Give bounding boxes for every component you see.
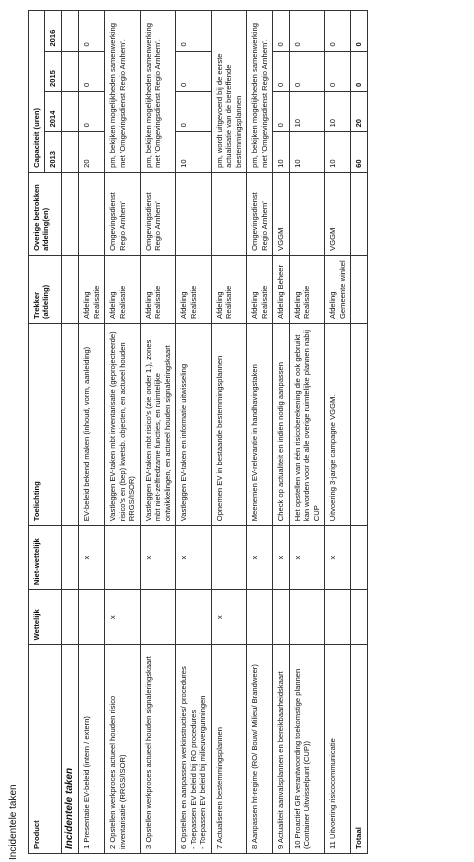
table-row bbox=[247, 11, 273, 854]
capacity-note: pm, wordt uitgevoerd bij de eerste actualisatie van de betreffende bestemmingsplannen bbox=[211, 11, 246, 173]
header-niet-wettelijk: Niet-wettelijk bbox=[29, 526, 62, 590]
table-row bbox=[289, 11, 324, 854]
capacity-y2016: 0 bbox=[79, 11, 105, 52]
wettelijk-mark bbox=[79, 590, 105, 645]
niet-wettelijk-mark: x bbox=[325, 526, 351, 590]
overige-cell: Omgevingsdienst Regio Arnhem' bbox=[140, 172, 175, 255]
trekker-cell: Afdeling Realisatie bbox=[79, 255, 105, 323]
wettelijk-mark bbox=[247, 590, 273, 645]
wettelijk-mark bbox=[325, 590, 351, 645]
table-row bbox=[79, 11, 105, 854]
wettelijk-mark bbox=[140, 590, 175, 645]
table-row bbox=[105, 11, 140, 854]
overige-cell: Omgevingsdienst Regio Arnhem' bbox=[105, 172, 140, 255]
wettelijk-mark bbox=[273, 590, 289, 645]
trekker-cell: Afdeling Beheer bbox=[273, 255, 289, 323]
capacity-y2016: 0 bbox=[325, 11, 351, 52]
total-y2014: 20 bbox=[351, 91, 367, 131]
trekker-cell: Afdeling Realisatie bbox=[289, 255, 324, 323]
total-y2016: 0 bbox=[351, 11, 367, 52]
capacity-y2013: 10 bbox=[273, 132, 289, 172]
capacity-y2014: 0 bbox=[79, 91, 105, 131]
product-cell: 1 Presentatie EV-beleid (intern / extern) bbox=[79, 645, 105, 854]
header-row bbox=[29, 11, 45, 854]
product-cell: 6 Opstellen en aanpassen werkinstructies/ procedures - Toepassen EV beleid bij RO procedures - Toepassen EV beleid bij milieuvergunningen bbox=[176, 645, 211, 854]
header-product: Product bbox=[29, 645, 62, 854]
tasks-table bbox=[28, 10, 368, 854]
total-y2015: 0 bbox=[351, 51, 367, 91]
capacity-y2015: 0 bbox=[176, 51, 211, 91]
niet-wettelijk-mark: x bbox=[247, 526, 273, 590]
niet-wettelijk-mark: x bbox=[176, 526, 211, 590]
capacity-y2015: 0 bbox=[273, 51, 289, 91]
total-y2013: 60 bbox=[351, 132, 367, 172]
capacity-y2016: 0 bbox=[273, 11, 289, 52]
table-row bbox=[211, 11, 246, 854]
header-capaciteit: Capaciteit (uren) bbox=[29, 11, 45, 173]
capacity-y2013: 10 bbox=[289, 132, 324, 172]
total-empty-cell bbox=[351, 526, 367, 590]
wettelijk-mark: x bbox=[105, 590, 140, 645]
product-cell: 11 Uitvoering risicocommunicatie bbox=[325, 645, 351, 854]
header-year-2014: 2014 bbox=[45, 91, 61, 131]
toelichting-cell: Check op actualiteit en indien nodig aanpassen bbox=[273, 323, 289, 525]
capacity-y2015: 0 bbox=[79, 51, 105, 91]
capacity-note: pm, bekijken mogelijkheden samenwerking met 'Omgevingsdienst Regio Arnhem'. bbox=[105, 11, 140, 173]
capacity-y2013: 20 bbox=[79, 132, 105, 172]
capacity-note: pm, bekijken mogelijkheden samenwerking met 'Omgevingsdienst Regio Arnhem'. bbox=[140, 11, 175, 173]
toelichting-cell: Meenemen EV-relevantie in handhavingstaken bbox=[247, 323, 273, 525]
niet-wettelijk-mark bbox=[105, 526, 140, 590]
overige-cell: VGGM bbox=[273, 172, 289, 255]
niet-wettelijk-mark: x bbox=[140, 526, 175, 590]
total-empty-cell bbox=[351, 172, 367, 255]
total-empty-cell bbox=[351, 255, 367, 323]
table-row bbox=[140, 11, 175, 854]
section-label: Incidentele taken bbox=[61, 645, 79, 854]
total-label: Totaal bbox=[351, 645, 367, 854]
toelichting-cell: Het opstellen van één risicoberekening die ook gebruikt kan worden voor de alle overige ruimtelijke plannen nabij CUP bbox=[289, 323, 324, 525]
capacity-y2014: 10 bbox=[325, 91, 351, 131]
product-cell: 9 Actualiteit aanvalsplannen en bereikbaarheidskaart bbox=[273, 645, 289, 854]
niet-wettelijk-mark: x bbox=[79, 526, 105, 590]
toelichting-cell: Opnemen EV in bestaande bestemmingsplannen bbox=[211, 323, 246, 525]
header-wettelijk: Wettelijk bbox=[29, 590, 62, 645]
toelichting-cell: Vastleggen EV-taken en informatie uitwisseling bbox=[176, 323, 211, 525]
capacity-y2013: 10 bbox=[176, 132, 211, 172]
wettelijk-mark bbox=[289, 590, 324, 645]
product-cell: 2 Opstellen werkproces actueel houden risico inventarisatie (RRGS/ISOR) bbox=[105, 645, 140, 854]
capacity-y2015: 0 bbox=[289, 51, 324, 91]
header-overige: Overige betrokken afdeling(en) bbox=[29, 172, 62, 255]
total-empty-cell bbox=[351, 323, 367, 525]
capacity-y2013: 10 bbox=[325, 132, 351, 172]
toelichting-cell: Vastleggen EV-taken mbt risico's (zie onder 1.), zones mbt niet-zelfredzame functies, en ruimtelijke ontwikkelingen, en actueel houden signaleringskaart bbox=[140, 323, 175, 525]
table-row bbox=[325, 11, 351, 854]
niet-wettelijk-mark: x bbox=[273, 526, 289, 590]
header-trekker: Trekker (afdeling) bbox=[29, 255, 62, 323]
capacity-y2014: 0 bbox=[176, 91, 211, 131]
overige-cell: VGGM bbox=[325, 172, 351, 255]
trekker-cell: Afdeling Realisatie bbox=[247, 255, 273, 323]
header-year-2015: 2015 bbox=[45, 51, 61, 91]
header-toelichting: Toelichting bbox=[29, 323, 62, 525]
toelichting-cell: EV-beleid bekend maken (inhoud, vorm, aanleiding) bbox=[79, 323, 105, 525]
toelichting-cell: Uitvoering 3-jarige campagne VGGM. bbox=[325, 323, 351, 525]
product-cell: 7 Actualiseren bestemmingsplannen bbox=[211, 645, 246, 854]
niet-wettelijk-mark bbox=[211, 526, 246, 590]
trekker-cell: Afdeling Realisatie bbox=[140, 255, 175, 323]
total-empty-cell bbox=[351, 590, 367, 645]
section-row bbox=[61, 11, 79, 854]
document-title: Incidentele taken bbox=[8, 784, 19, 860]
capacity-y2016: 0 bbox=[289, 11, 324, 52]
toelichting-cell: Vastleggen EV-taken mbt inventarisatie (geprojecteerde) risico's en (bep) kwetsb. objecten, en actueel houden RRGS/ISOR) bbox=[105, 323, 140, 525]
capacity-y2015: 0 bbox=[325, 51, 351, 91]
trekker-cell: Afdeling Realisatie bbox=[176, 255, 211, 323]
header-year-2016: 2016 bbox=[45, 11, 61, 52]
overige-cell: Omgevingsdienst Regio Arnhem' bbox=[247, 172, 273, 255]
niet-wettelijk-mark: x bbox=[289, 526, 324, 590]
wettelijk-mark bbox=[176, 590, 211, 645]
total-row bbox=[351, 11, 367, 854]
product-cell: 10 Proactief GR verantwoording toekomstige plannen (Container Uitwisselpunt (CUP)) bbox=[289, 645, 324, 854]
wettelijk-mark: x bbox=[211, 590, 246, 645]
trekker-cell: Afdeling Gemeente winkel bbox=[325, 255, 351, 323]
capacity-y2014: 10 bbox=[289, 91, 324, 131]
overige-cell bbox=[289, 172, 324, 255]
rotated-page bbox=[22, 0, 474, 862]
trekker-cell: Afdeling Realisatie bbox=[211, 255, 246, 323]
capacity-note: pm, bekijken mogelijkheden samenwerking met 'Omgevingsdienst Regio Arnhem'. bbox=[247, 11, 273, 173]
overige-cell bbox=[211, 172, 246, 255]
product-cell: 8 Aanpassen ht-regime (RO/ Bouw/ Milieu/ Brandweer) bbox=[247, 645, 273, 854]
table-row bbox=[273, 11, 289, 854]
capacity-y2014: 0 bbox=[273, 91, 289, 131]
product-cell: 3 Opstellen werkproces actueel houden signaleringskaart bbox=[140, 645, 175, 854]
trekker-cell: Afdeling Realisatie bbox=[105, 255, 140, 323]
capacity-y2016: 0 bbox=[176, 11, 211, 52]
overige-cell bbox=[79, 172, 105, 255]
table-row bbox=[176, 11, 211, 854]
header-year-2013: 2013 bbox=[45, 132, 61, 172]
overige-cell bbox=[176, 172, 211, 255]
